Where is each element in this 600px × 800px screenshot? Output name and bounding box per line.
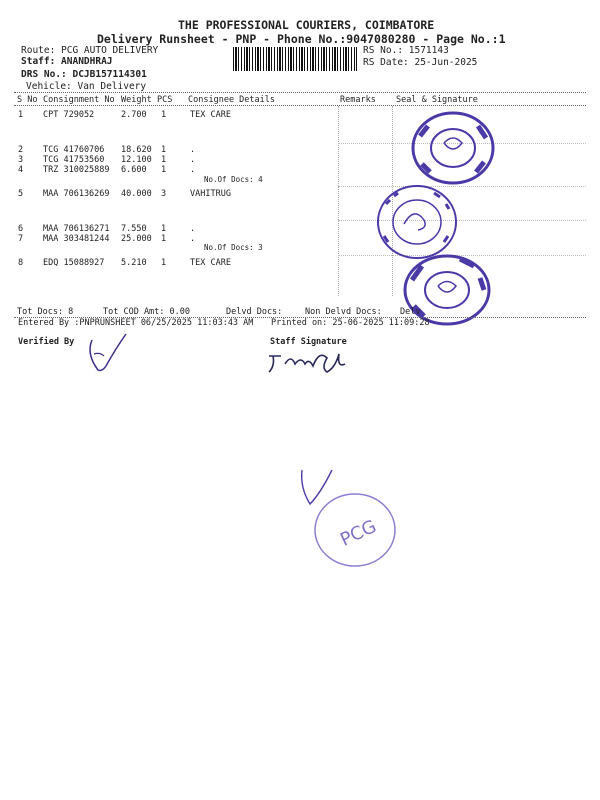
drs-number: DRS No.: DCJB157114301 — [21, 69, 147, 80]
col-sno: S No — [17, 95, 38, 105]
docs-count-note: No.Of Docs: 4 — [204, 175, 263, 184]
header-rule-top — [14, 92, 586, 93]
row-sno: 6 — [18, 224, 24, 234]
verified-by-label: Verified By — [18, 337, 75, 347]
row-weight: 7.550 — [121, 224, 147, 234]
entered-by: Entered By :PNPRUNSHEET 06/25/2025 11:03:43 AM — [18, 318, 254, 328]
row-consignment: TCG 41753560 — [43, 155, 105, 165]
row-weight: 5.210 — [121, 258, 147, 268]
verified-signature — [84, 330, 130, 374]
row-consignee: . — [190, 145, 196, 155]
row-consignee: TEX CARE — [190, 258, 231, 268]
row-weight: 25.000 — [121, 234, 152, 244]
row-sno: 7 — [18, 234, 24, 244]
row-pcs: 1 — [161, 234, 167, 244]
docs-count-note: No.Of Docs: 3 — [204, 243, 263, 252]
row-consignee: VAHITRUG — [190, 189, 231, 199]
row-sno: 2 — [18, 145, 24, 155]
row-consignment: CPT 729052 — [43, 110, 95, 120]
company-title: THE PROFESSIONAL COURIERS, COIMBATORE — [178, 18, 435, 32]
row-pcs: 1 — [161, 258, 167, 268]
pcg-stamp — [310, 490, 400, 570]
row-consignee: . — [190, 224, 196, 234]
col-remarks: Remarks — [340, 95, 376, 105]
row-sno: 8 — [18, 258, 24, 268]
row-consignment: MAA 303481244 — [43, 234, 110, 244]
col-consignment: Consignment No — [43, 95, 115, 105]
row-weight: 6.600 — [121, 165, 147, 175]
printed-on: Printed on: 25-06-2025 11:09:28 — [271, 318, 430, 328]
staff-signature — [265, 344, 355, 378]
row-consignment: TCG 41760706 — [43, 145, 105, 155]
row-consignee: . — [190, 155, 196, 165]
vehicle-label: Vehicle: Van Delivery — [26, 81, 147, 92]
runsheet-subtitle: Delivery Runsheet - PNP - Phone No.:9047080280 - Page No.:1 — [97, 32, 506, 46]
row-consignment: MAA 706136269 — [43, 189, 110, 199]
row-consignee: . — [190, 165, 196, 175]
row-sno: 3 — [18, 155, 24, 165]
row-pcs: 1 — [161, 110, 167, 120]
row-consignment: EDQ 15088927 — [43, 258, 105, 268]
delivered-docs: Delvd Docs: — [226, 307, 283, 317]
staff-label: Staff: ANANDHRAJ — [21, 56, 113, 67]
row-consignee: . — [190, 234, 196, 244]
non-delivered-docs: Non Delvd Docs: — [305, 307, 382, 317]
delivered-truncated: Delv — [400, 307, 421, 317]
col-consignee: Consignee Details — [188, 95, 275, 105]
route-label: Route: PCG AUTO DELIVERY — [21, 45, 159, 56]
rs-number: RS No.: 1571143 — [363, 45, 449, 56]
row-consignment: TRZ 310025889 — [43, 165, 110, 175]
col-pcs: PCS — [157, 95, 173, 105]
row-consignment: MAA 706136271 — [43, 224, 110, 234]
row-sno: 4 — [18, 165, 24, 175]
remarks-divider — [338, 106, 339, 296]
staff-signature-label: Staff Signature — [270, 337, 347, 347]
row-weight: 40.000 — [121, 189, 152, 199]
row-pcs: 1 — [161, 145, 167, 155]
row-sno: 5 — [18, 189, 24, 199]
row-pcs: 3 — [161, 189, 167, 199]
col-seal: Seal & Signature — [396, 95, 478, 105]
row-pcs: 1 — [161, 155, 167, 165]
row-pcs: 1 — [161, 224, 167, 234]
svg-text:PCG: PCG — [337, 515, 380, 551]
row-weight: 12.100 — [121, 155, 152, 165]
texcare-stamp-1 — [408, 108, 498, 188]
total-cod-amount: Tot COD Amt: 0.00 — [103, 307, 190, 317]
rs-date: RS Date: 25-Jun-2025 — [363, 57, 478, 68]
total-docs: Tot Docs: 8 — [17, 307, 74, 317]
barcode — [233, 47, 357, 71]
row-consignee: TEX CARE — [190, 110, 231, 120]
row-pcs: 1 — [161, 165, 167, 175]
row-weight: 18.620 — [121, 145, 152, 155]
col-weight: Weight — [121, 95, 152, 105]
row-sno: 1 — [18, 110, 24, 120]
row-weight: 2.700 — [121, 110, 147, 120]
header-rule-bottom — [14, 105, 586, 106]
